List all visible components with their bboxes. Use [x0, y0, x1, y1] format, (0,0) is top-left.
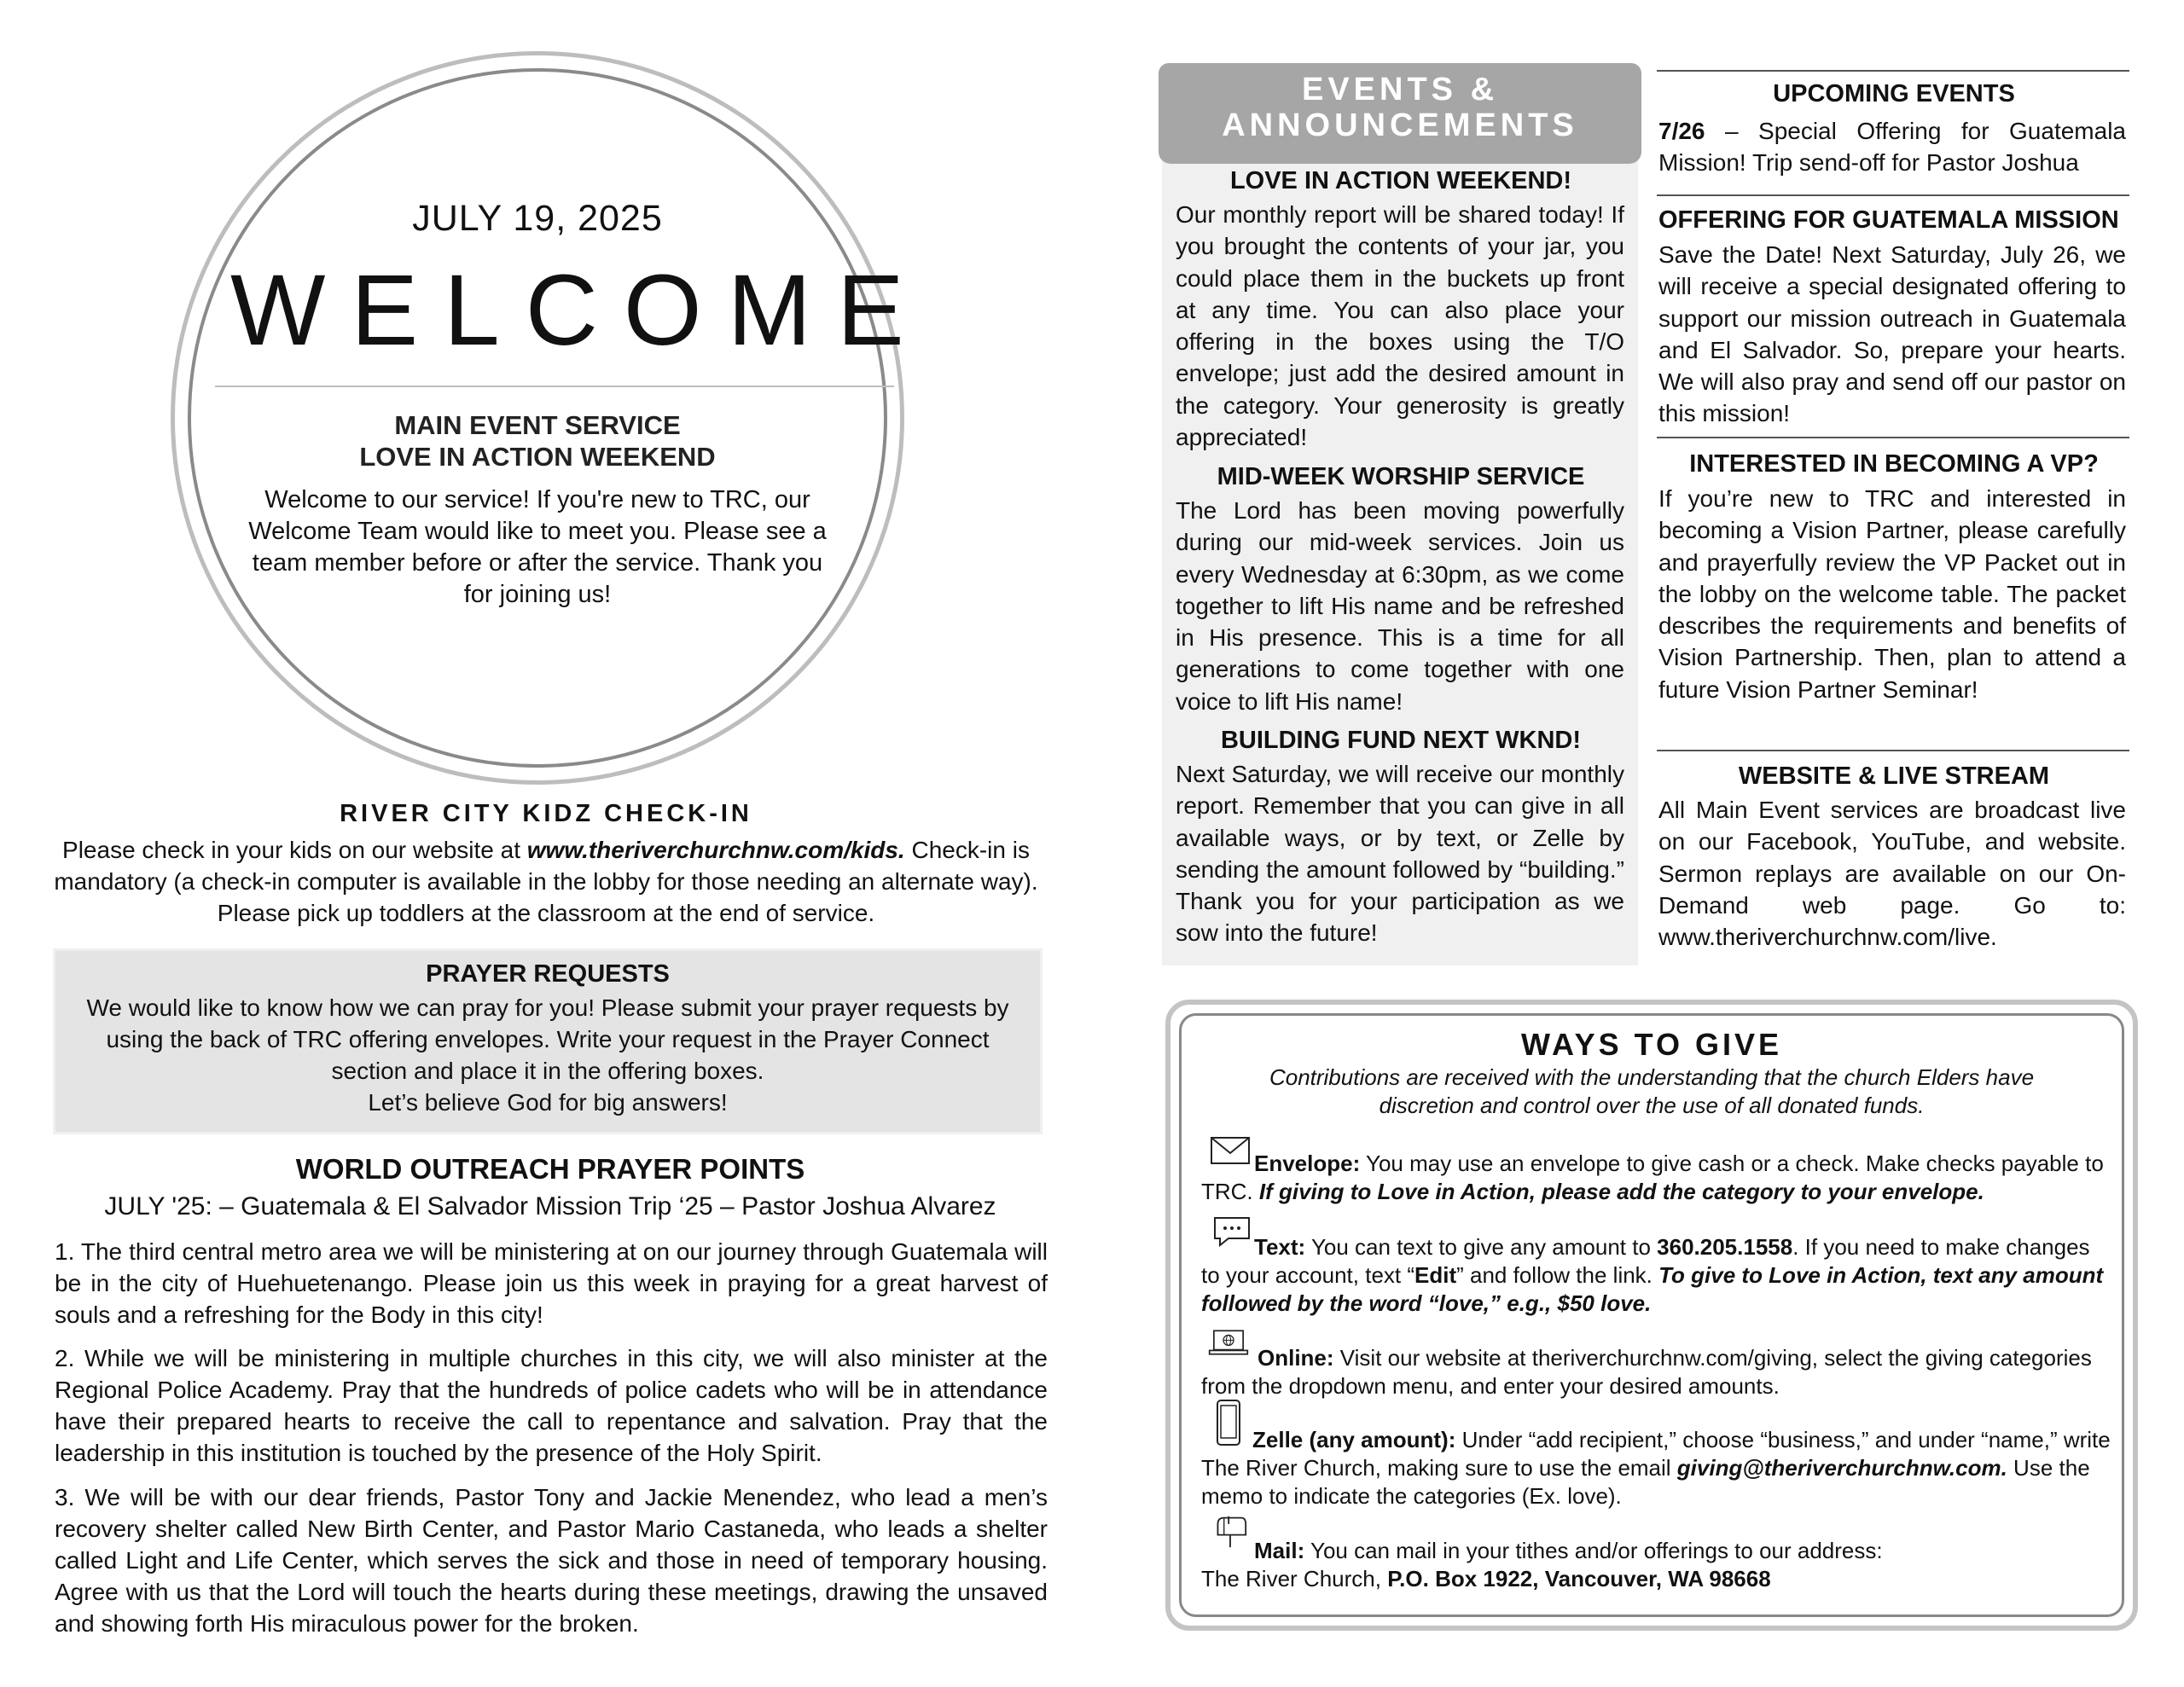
text-label: Text: — [1254, 1234, 1306, 1260]
envelope-text: You may use an envelope to give cash or a check. Make checks payable to TRC. — [1201, 1151, 2104, 1204]
text-text-2: . If you need to make changes to your account, text “ — [1201, 1234, 2090, 1288]
guatemala-offering-title: OFFERING FOR GUATEMALA MISSION — [1658, 206, 2119, 234]
kidz-checkin-text — [51, 834, 1041, 929]
give-text — [1201, 1233, 2114, 1318]
service-line-2: LOVE IN ACTION WEEKEND — [359, 442, 716, 472]
upcoming-events-title: UPCOMING EVENTS — [1773, 80, 2015, 107]
section-divider — [1657, 750, 2129, 751]
event-title: LOVE IN ACTION WEEKEND! — [1229, 167, 1572, 194]
section-divider — [1657, 437, 2129, 438]
zelle-text-1: Under “add recipient,” choose “business,” and under “name,” write The River Church, making sure to use the email — [1201, 1427, 2111, 1481]
event-title: MID-WEEK WORSHIP SERVICE — [1217, 463, 1585, 490]
events-header-title — [1159, 72, 1641, 143]
service-line-1: MAIN EVENT SERVICE — [394, 410, 681, 440]
events-header-line-1: EVENTS & — [1301, 72, 1499, 107]
mail-text-2: The River Church, — [1201, 1566, 1388, 1591]
section-divider — [1657, 194, 2129, 196]
text-number[interactable]: 360.205.1558 — [1657, 1234, 1793, 1260]
prayer-point: 2. While we will be ministering in multiple churches in this city, we will also minister at the Regional Police Academy. Pray that the hundreds of police cadets who will be in attendance have their prepared hearts to receive the call to repentance and salvation. Pray that the leadership in this institution is touched by the presence of the Holy Spirit. — [55, 1345, 1048, 1466]
upcoming-date: 7/26 — [1658, 118, 1705, 144]
website-text: All Main Event services are broadcast live on our Facebook, YouTube, and website. Sermon replays are available on our On-Demand web page. Go to: www.theriverchurchnw.com/live. — [1658, 797, 2126, 951]
kidz-text-before: Please check in your kids on our website at — [62, 837, 527, 863]
prayer-point: 3. We will be with our dear friends, Pastor Tony and Jackie Menendez, who lead a men’s recovery shelter called New Birth Center, and Pastor Mario Castaneda, who leads a shelter called Light and Life Center, which serves the sick and those in need of temporary housing. Agree with us that the Lord will touch the hearts during these meetings, drawing the unsaved and showing forth His miraculous power for the broken. — [55, 1484, 1048, 1637]
prayer-closing: Let’s believe God for big answers! — [368, 1089, 728, 1116]
text-text-3: ” and follow the link. — [1456, 1262, 1659, 1288]
outreach-title: WORLD OUTREACH PRAYER POINTS — [295, 1153, 805, 1185]
website-title: WEBSITE & LIVE STREAM — [1738, 762, 2050, 790]
vp-title: INTERESTED IN BECOMING A VP? — [1689, 450, 2099, 478]
guatemala-offering-text: Save the Date! Next Saturday, July 26, we will receive a special designated offering to support our mission outreach in Guatemala and El Salvador. So, prepare your hearts. We will also pray and send off our pastor on this mission! — [1658, 241, 2126, 427]
welcome-divider — [215, 386, 894, 387]
text-emphasis: To give to Love in Action, text any amount followed by the word “love,” e.g., $50 love. — [1201, 1262, 2104, 1316]
events-header-line-2: ANNOUNCEMENTS — [1222, 107, 1578, 143]
mail-text-1: You can mail in your tithes and/or offerings to our address: — [1304, 1538, 1883, 1563]
vp-text: If you’re new to TRC and interested in becoming a Vision Partner, please carefully and prayerfully review the VP Packet out in the lobby on the welcome table. The packet describes the requirements and benefits of Vision Partnership. Then, plan to attend a future Vision Partner Seminar! — [1658, 485, 2126, 703]
envelope-label: Envelope: — [1254, 1151, 1361, 1176]
kidz-link[interactable]: www.theriverchurchnw.com/kids. — [526, 837, 905, 863]
outreach-month: JULY '25: – Guatemala & El Salvador Mission Trip ‘25 – Pastor Joshua Alvarez — [104, 1192, 996, 1220]
zelle-text-2: Use the memo to indicate the categories (Ex. love). — [1201, 1455, 2090, 1509]
kidz-text-after: Check-in is mandatory (a check-in computer is available in the lobby for those needing an alternate way). Please pick up toddlers at the classroom at the end of service. — [54, 837, 1038, 926]
prayer-requests-title: PRAYER REQUESTS — [426, 960, 670, 988]
event-text: Next Saturday, we will receive our monthly report. Remember that you can give in all available ways, or by text, or Zelle by sending the amount followed by “building.” Thank you for your participation as we sow into the future! — [1176, 761, 1624, 947]
give-zelle — [1201, 1426, 2114, 1510]
online-text: Visit our website at theriverchurchnw.com/giving, select the giving categories from the dropdown menu, and enter your desired amounts. — [1201, 1345, 2092, 1399]
kidz-checkin-title: RIVER CITY KIDZ CHECK-IN — [340, 800, 752, 827]
mail-address: P.O. Box 1922, Vancouver, WA 98668 — [1387, 1566, 1771, 1591]
upcoming-events-text — [1658, 115, 2126, 179]
prayer-body: We would like to know how we can pray for you! Please submit your prayer requests by using the back of TRC offering envelopes. Write your request in the Prayer Connect section and place it in the offering boxes. — [86, 994, 1009, 1084]
event-title: BUILDING FUND NEXT WKND! — [1220, 727, 1582, 754]
zelle-email[interactable]: giving@theriverchurchnw.com. — [1676, 1455, 2007, 1481]
welcome-heading: WELCOME — [230, 254, 930, 367]
event-text: Our monthly report will be shared today! If you brought the contents of your jar, you could place them in the buckets up front at any time. You can also place your offering in the boxes using the T/O envelope; just add the desired amount in the category. Your generosity is greatly appreciated! — [1176, 201, 1624, 451]
give-online — [1201, 1344, 2114, 1400]
envelope-emphasis: If giving to Love in Action, please add the category to your envelope. — [1258, 1179, 1984, 1204]
zelle-label: Zelle (any amount): — [1252, 1427, 1456, 1452]
prayer-point: 1. The third central metro area we will be ministering at on our journey through Guatemala will be in the city of Huehuetenango. Please join us this week in praying for a great harvest of souls and a refreshing for the Body in this city! — [55, 1238, 1048, 1328]
prayer-requests-text — [77, 992, 1019, 1118]
ways-to-give-disclaimer: Contributions are received with the understanding that the church Elders have discretion and control over the use of all donated funds. — [1269, 1064, 2035, 1118]
mail-label: Mail: — [1254, 1538, 1305, 1563]
section-divider — [1657, 70, 2129, 72]
ways-to-give-title: WAYS TO GIVE — [1520, 1027, 1783, 1062]
give-mail — [1201, 1537, 2114, 1593]
give-envelope — [1201, 1150, 2114, 1206]
service-date: JULY 19, 2025 — [412, 198, 663, 239]
service-name — [205, 409, 870, 472]
event-text: The Lord has been moving powerfully during our mid-week services. Join us every Wednesday at 6:30pm, as we come together to lift His name and be refreshed in His presence. This is a time for all generations to come together with one voice to lift His name! — [1176, 497, 1624, 715]
welcome-message: Welcome to our service! If you're new to TRC, our Welcome Team would like to meet you. Please see a team member before or after the service. Thank you for joining us! — [248, 486, 827, 608]
upcoming-description: – Special Offering for Guatemala Mission! Trip send-off for Pastor Joshua — [1658, 118, 2126, 177]
online-label: Online: — [1258, 1345, 1334, 1371]
text-keyword: Edit — [1414, 1262, 1457, 1288]
text-text-1: You can text to give any amount to — [1305, 1234, 1658, 1260]
